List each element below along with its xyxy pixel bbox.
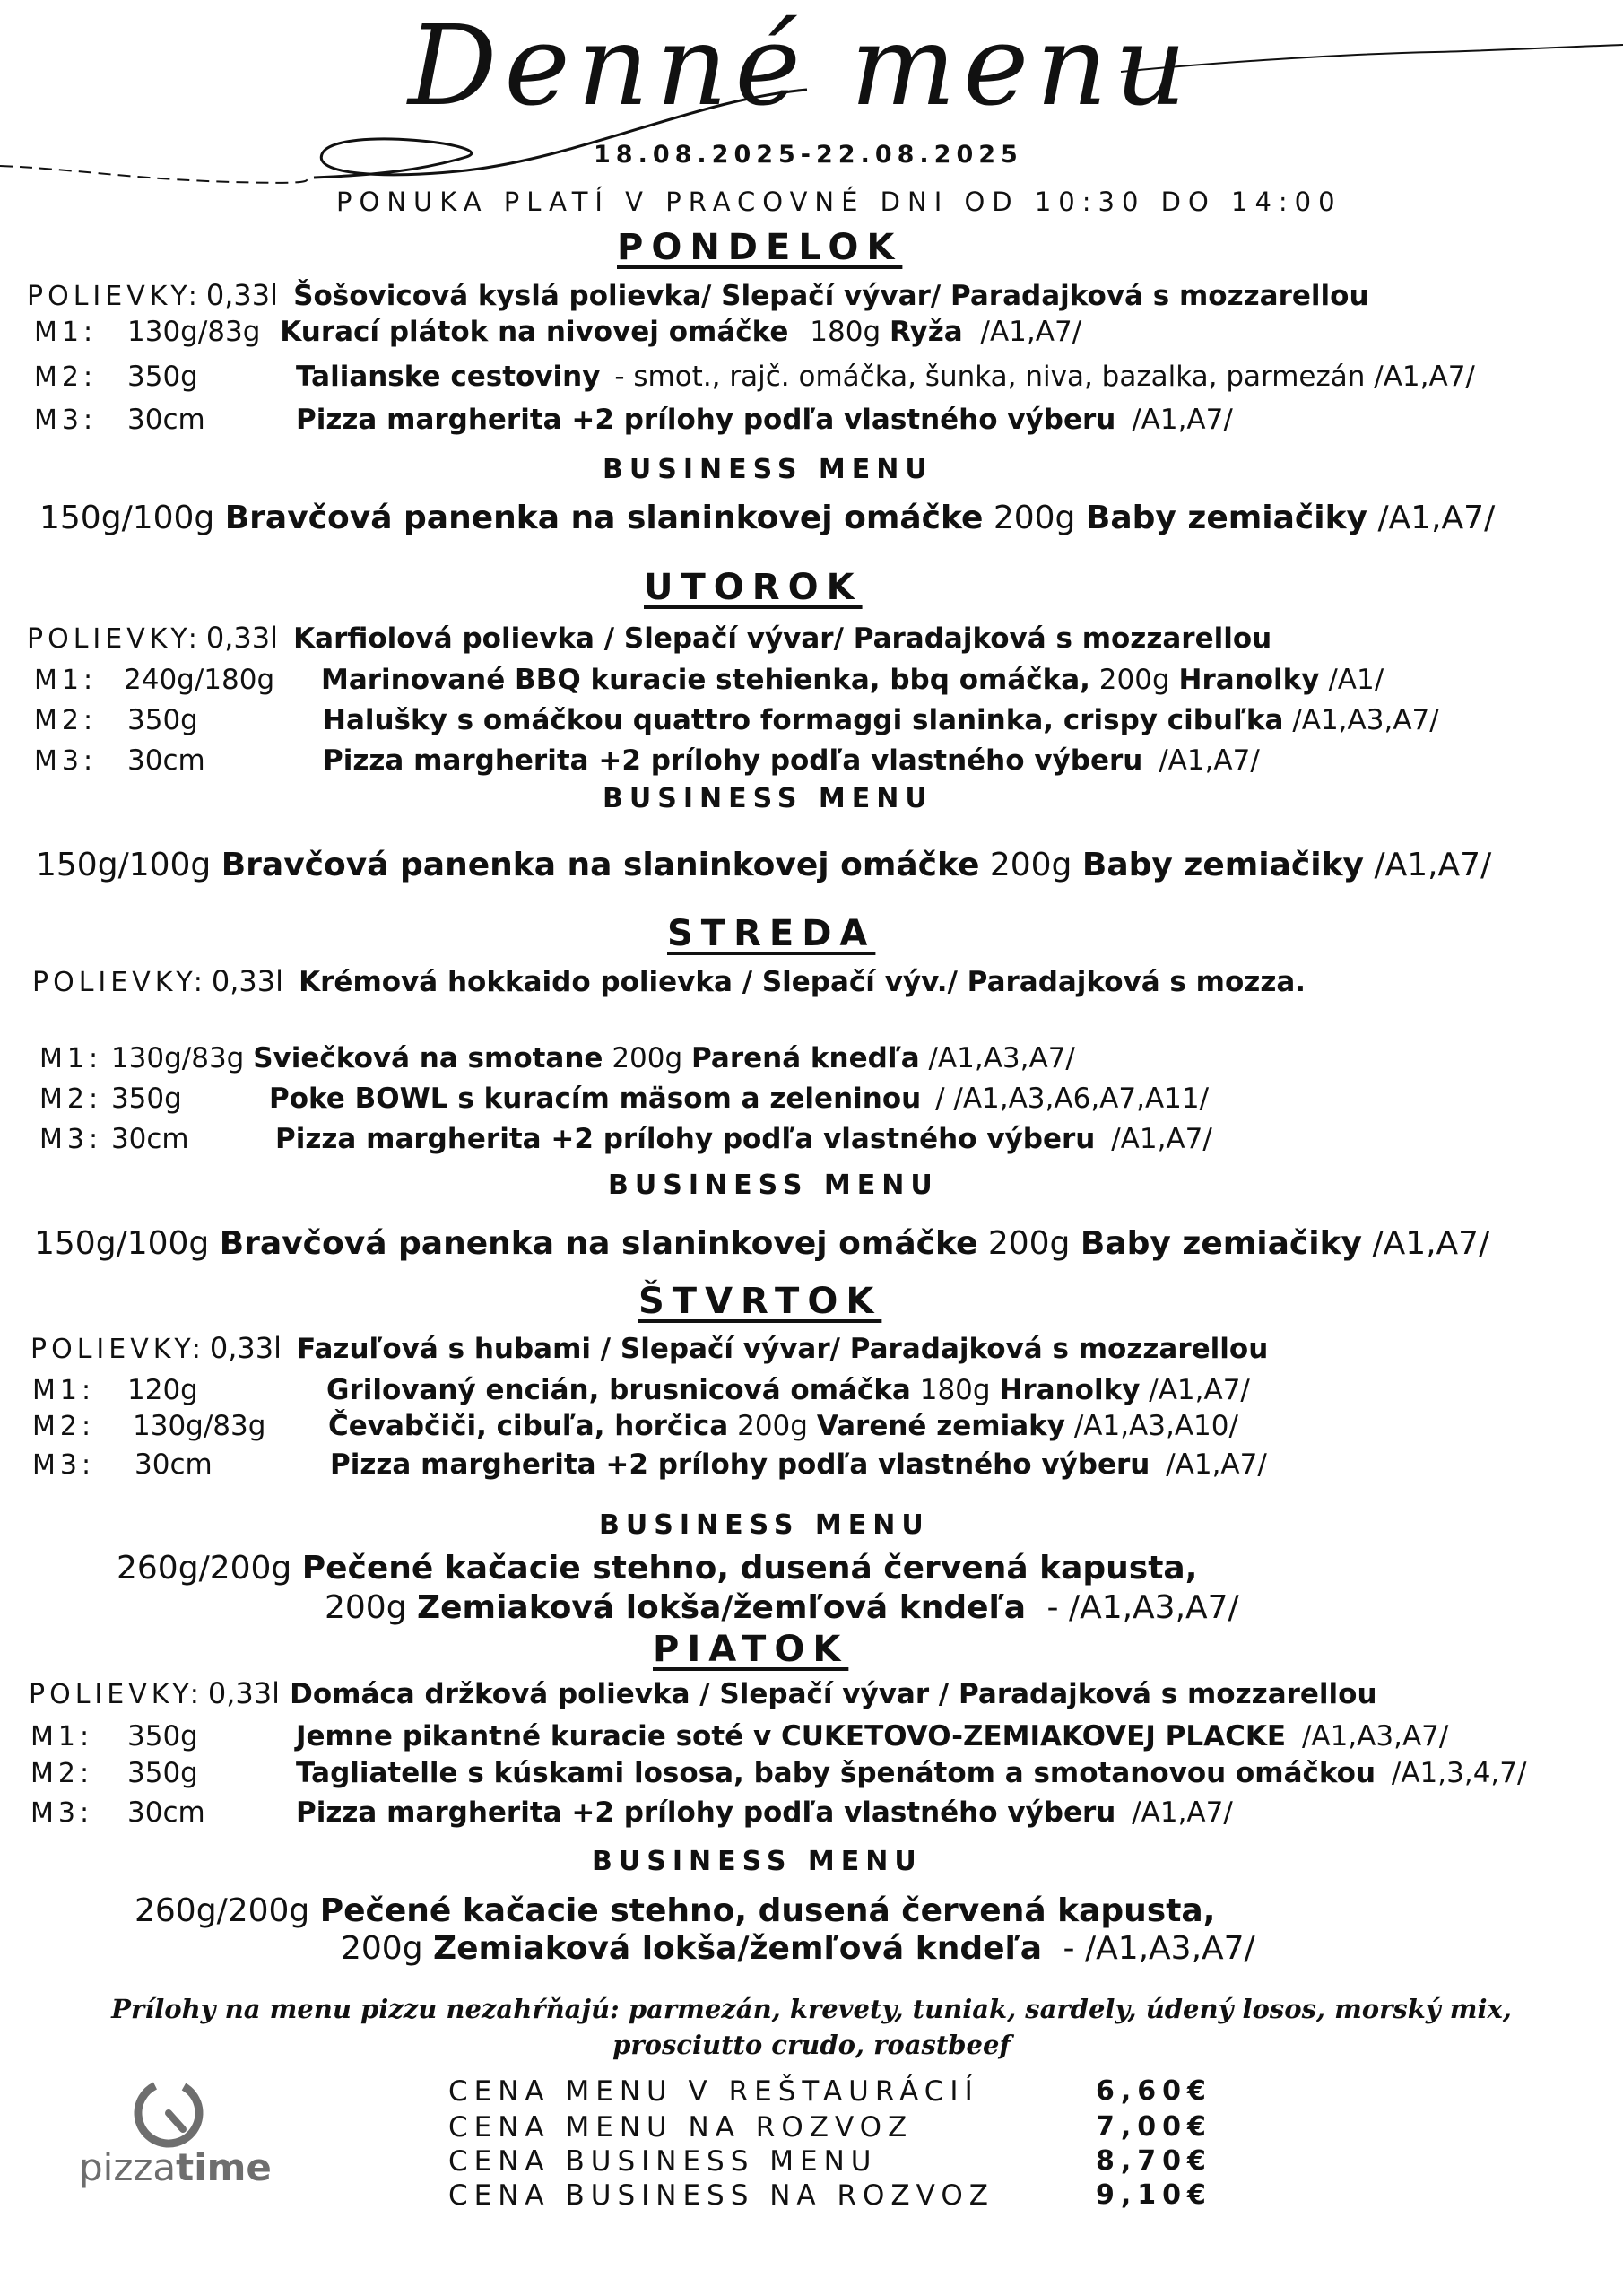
menu-item-m3 [34,744,97,777]
soups-row-wednesday [32,964,1306,998]
item-weight: 30cm [135,1448,213,1481]
business-menu-line [36,847,1491,883]
pizza-toppings-note [0,1991,1623,2063]
date-range: 18.08.2025-22.08.2025 [594,141,1023,169]
item-allergens: /A1/ [1328,664,1384,696]
menu-item-m3-weight [135,1448,213,1481]
item-allergens: /A1,3,4,7/ [1391,1757,1527,1789]
item-allergens: /A1,A7/ [1149,1374,1250,1406]
item-allergens: /A1,A3,A7/ [928,1042,1075,1074]
item-weight: 350g [127,1757,198,1789]
item-dish: Pizza margherita +2 prílohy podľa vlastného výberu [330,1448,1150,1481]
menu-item-m2 [39,1083,182,1115]
bm-weight: 200g [341,1930,423,1967]
item-dish: Talianske cestoviny [296,361,601,393]
business-menu-line-1 [117,1550,1197,1587]
soups-size: 0,33l [205,278,279,312]
item-code: M1: [34,317,98,348]
item-allergens: /A1,A7/ [1159,744,1260,777]
menu-item-m2 [32,1410,95,1442]
item-code: M2: [39,1083,103,1115]
logo-part-2: time [176,2145,272,2189]
menu-item-m2-detail [328,1410,1238,1442]
menu-item-m3-detail [330,1448,1267,1481]
business-menu-label: BUSINESS MENU [603,783,933,814]
item-dish: Jemne pikantné kuracie soté v CUKETOVO-ZEMIAKOVEJ PLACKE [296,1720,1287,1752]
menu-item-m3 [39,1123,189,1155]
day-heading-wednesday: STREDA [667,913,876,954]
menu-item-m3-weight [127,1796,205,1829]
item-extra: / [935,1083,945,1115]
item-dish: Pizza margherita +2 prílohy podľa vlastného výberu [323,744,1143,777]
menu-item-m2 [34,704,97,736]
item-allergens: /A1,A3,A7/ [1301,1720,1449,1752]
soups-label: POLIEVKY: [30,1334,205,1365]
item-side: Hranolky [1178,664,1320,696]
soups-label: POLIEVKY: [27,623,202,655]
menu-item-m2-detail [323,704,1439,736]
item-code: M1: [32,1375,96,1406]
menu-item-m1-weight [127,1374,198,1406]
note-line-2: prosciutto crudo, roastbeef [612,2030,1011,2060]
menu-item-m1 [34,664,97,696]
day-heading-monday: PONDELOK [617,227,903,268]
item-side: Hranolky [999,1374,1141,1406]
soups-size: 0,33l [211,964,284,998]
price-label-restaurant: CENA MENU V REŠTAURÁCIÍ [448,2075,979,2108]
item-side-weight: 200g [612,1042,683,1074]
bm-dish: Pečené kačacie stehno, dusená červená kapusta, [301,1550,1198,1587]
bm-side: Baby zemiačiky [1081,847,1364,883]
menu-item-m3-weight [127,744,205,777]
item-side-weight: 200g [737,1410,808,1442]
menu-item-m1-detail [326,1374,1250,1406]
menu-item-m2-weight [127,361,198,393]
note-line-1: Prílohy na menu pizzu nezahŕňajú: parmezán, krevety, tuniak, sardely, údený losos, morský mix, [111,1994,1512,2024]
menu-item-m2 [30,1757,93,1789]
item-dish: Poke BOWL s kuracím mäsom a zeleninou [269,1083,922,1115]
item-code: M3: [32,1449,96,1481]
item-allergens: /A1,A7/ [1132,404,1233,436]
bm-weight: 150g/100g [36,847,212,883]
day-heading-tuesday: UTOROK [644,567,863,608]
menu-title: Denné menu [408,2,1194,131]
business-menu-line-2 [325,1589,1239,1626]
logo-part-1: pizza [79,2145,177,2189]
item-allergens: /A1,A7/ [980,316,1082,348]
price-label-business-delivery: CENA BUSINESS NA ROZVOZ [448,2179,994,2212]
menu-item-m2-weight [133,1410,265,1442]
item-allergens: /A1,A7/ [1132,1796,1233,1829]
item-allergens: /A1,A3,A6,A7,A11/ [953,1083,1210,1115]
business-menu-line [39,500,1495,536]
item-dish: Halušky s omáčkou quattro formaggi slaninka, crispy cibuľka [323,704,1284,736]
item-allergens: /A1,A7/ [1374,361,1475,393]
item-side-weight: 200g [1098,664,1170,696]
item-side-weight: 180g [810,316,881,348]
item-code: M3: [34,745,98,777]
price-value-restaurant: 6,60€ [1096,2075,1212,2107]
item-dish: Pizza margherita +2 prílohy podľa vlastného výberu [296,404,1116,436]
business-menu-line-1 [135,1892,1215,1929]
item-weight: 130g/83g [133,1410,266,1442]
menu-item-m3-weight [127,404,205,436]
item-weight: 120g [127,1374,198,1406]
menu-item-m3-detail [275,1123,1212,1155]
item-dish: Čevabčiči, cibuľa, horčica [328,1410,729,1442]
item-dish: Marinované BBQ kuracie stehienka, bbq omáčka, [321,664,1090,696]
soups-label: POLIEVKY: [32,967,207,998]
item-dish: Pizza margherita +2 prílohy podľa vlastného výberu [296,1796,1116,1829]
item-dish: Grilovaný encián, brusnicová omáčka [326,1374,911,1406]
item-code: M3: [34,404,98,436]
item-weight: 30cm [110,1123,189,1155]
menu-item-m2 [34,361,97,393]
menu-item-m2-weight [127,1757,198,1789]
soups-size: 0,33l [209,1331,282,1365]
pizzatime-logo [79,2070,276,2187]
soups-row-tuesday [27,621,1271,655]
soups-text: Fazuľová s hubami / Slepačí vývar/ Paradajková s mozzarellou [297,1333,1269,1365]
menu-item-m1-weight [124,664,274,696]
bm-dish: Bravčová panenka na slaninkovej omáčke [219,1225,978,1262]
menu-item-m3 [32,1448,95,1481]
menu-item-m2-weight [127,704,198,736]
soups-label: POLIEVKY: [29,1679,204,1710]
bm-side-weight: 200g [987,1225,1071,1262]
menu-item-m1 [39,1042,1075,1074]
item-dish: Sviečková na smotane [253,1042,603,1074]
item-side-weight: 180g [919,1374,991,1406]
item-weight: 240g/180g [124,664,275,696]
soups-row-thursday [30,1331,1268,1365]
bm-weight: 200g [325,1589,407,1626]
item-code: M1: [34,665,98,696]
item-code: M1: [30,1721,94,1752]
bm-side-weight: 200g [989,847,1072,883]
validity-note: PONUKA PLATÍ V PRACOVNÉ DNI OD 10:30 DO 14:00 [336,187,1342,217]
soups-text: Domáca držková polievka / Slepačí vývar / Paradajková s mozzarellou [290,1678,1377,1710]
menu-item-m3-detail [323,744,1260,777]
menu-item-m1-detail [321,664,1384,696]
bm-side-weight: 200g [993,500,1076,536]
soups-text: Karfiolová polievka / Slepačí vývar/ Paradajková s mozzarellou [293,622,1272,655]
stopwatch-icon [79,2070,276,2149]
day-heading-friday: PIATOK [653,1629,849,1670]
item-code: M2: [32,1411,96,1442]
item-weight: 350g [110,1083,182,1115]
business-menu-line-2 [341,1930,1255,1967]
logo-wordmark [79,2145,272,2189]
day-heading-thursday: ŠTVRTOK [638,1281,882,1322]
price-value-business: 8,70€ [1096,2145,1212,2177]
business-menu-line [34,1225,1489,1262]
menu-item-m1-weight [127,1720,198,1752]
bm-weight: 150g/100g [34,1225,210,1262]
bm-allergens: /A1,A7/ [1374,847,1492,883]
item-side: Ryža [890,316,963,348]
item-dish: Pizza margherita +2 prílohy podľa vlastného výberu [275,1123,1096,1155]
item-weight: 130g/83g [127,316,261,348]
bm-allergens: - /A1,A3,A7/ [1046,1589,1239,1626]
item-weight: 30cm [127,744,205,777]
menu-item-m3-detail [296,404,1233,436]
item-weight: 350g [127,361,198,393]
soups-row-monday [27,278,1369,312]
item-code: M2: [34,361,98,393]
menu-item-m3-detail [296,1796,1233,1829]
item-code: M3: [30,1797,94,1829]
bm-dish: Pečené kačacie stehno, dusená červená kapusta, [319,1892,1216,1929]
business-menu-label: BUSINESS MENU [592,1846,923,1877]
item-allergens: /A1,A3,A7/ [1292,704,1439,736]
item-code: M3: [39,1124,103,1155]
item-allergens: /A1,A7/ [1166,1448,1267,1481]
soups-text: Šošovicová kyslá polievka/ Slepačí vývar/ Paradajková s mozzarellou [293,280,1369,312]
price-value-delivery: 7,00€ [1096,2111,1212,2143]
menu-item-m2-detail [296,361,1475,393]
menu-item-m1-detail [127,316,1081,348]
bm-weight: 150g/100g [39,500,215,536]
bm-side: Baby zemiačiky [1085,500,1367,536]
item-weight: 350g [127,704,198,736]
menu-item-m1 [32,1374,95,1406]
menu-item-m3 [34,404,97,436]
item-weight: 130g/83g [110,1042,245,1074]
menu-item-m2-detail [296,1757,1526,1789]
soups-size: 0,33l [207,1676,281,1710]
bm-dish: Zemiaková lokša/žemľová kndeľa [417,1589,1027,1626]
price-label-delivery: CENA MENU NA ROZVOZ [448,2111,914,2144]
item-weight: 30cm [127,1796,205,1829]
bm-dish: Zemiaková lokša/žemľová kndeľa [433,1930,1043,1967]
item-weight: 30cm [127,404,205,436]
menu-item-m1 [34,316,97,348]
soups-size: 0,33l [205,621,279,655]
bm-allergens: /A1,A7/ [1377,500,1496,536]
soups-row-friday [29,1676,1377,1710]
bm-dish: Bravčová panenka na slaninkovej omáčke [221,847,980,883]
menu-item-m3 [30,1796,93,1829]
bm-side: Baby zemiačiky [1080,1225,1362,1262]
item-side: Varené zemiaky [816,1410,1065,1442]
bm-weight: 260g/200g [135,1892,310,1929]
item-code: M2: [30,1758,94,1789]
business-menu-label: BUSINESS MENU [603,454,933,485]
bm-allergens: /A1,A7/ [1372,1225,1490,1262]
soups-label: POLIEVKY: [27,281,202,312]
item-allergens: /A1,A7/ [1111,1123,1212,1155]
item-allergens: /A1,A3,A10/ [1073,1410,1238,1442]
menu-item-m2-detail [269,1083,1209,1115]
menu-item-m1-detail [296,1720,1448,1752]
item-side: Parená knedľa [691,1042,920,1074]
business-menu-label: BUSINESS MENU [608,1170,939,1201]
business-menu-label: BUSINESS MENU [599,1509,930,1541]
item-weight: 350g [127,1720,198,1752]
item-extra: - smot., rajč. omáčka, šunka, niva, bazalka, parmezán [614,361,1366,393]
bm-weight: 260g/200g [117,1550,292,1587]
price-label-business: CENA BUSINESS MENU [448,2145,878,2178]
bm-dish: Bravčová panenka na slaninkovej omáčke [224,500,984,536]
item-dish: Kurací plátok na nivovej omáčke [280,316,789,348]
item-dish: Tagliatelle s kúskami lososa, baby špenátom a smotanovou omáčkou [296,1757,1376,1789]
item-code: M1: [39,1043,103,1074]
item-code: M2: [34,705,98,736]
price-value-business-delivery: 9,10€ [1096,2179,1212,2211]
menu-item-m1 [30,1720,93,1752]
soups-text: Krémová hokkaido polievka / Slepačí výv./ Paradajková s mozza. [299,966,1306,998]
bm-allergens: - /A1,A3,A7/ [1063,1930,1255,1967]
